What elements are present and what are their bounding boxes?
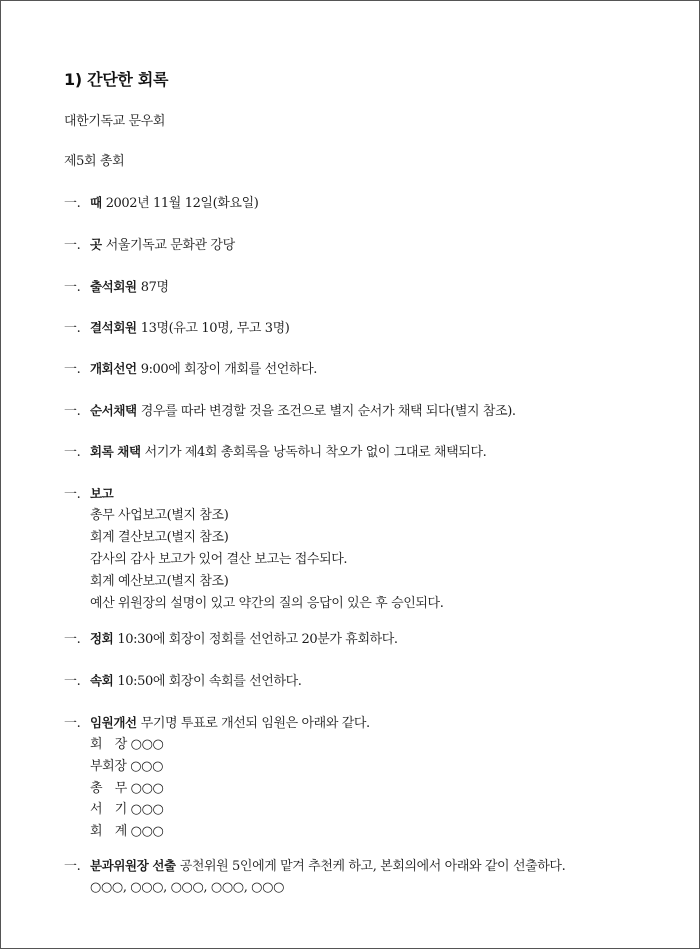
officer-line: 회 장 ○○○ xyxy=(90,737,164,752)
minutes-item-chair-selection xyxy=(64,860,565,873)
item-text: 87명 xyxy=(140,280,169,295)
minutes-item-opening xyxy=(64,363,317,376)
minutes-item-recess xyxy=(64,633,398,646)
item-text: 경우를 따라 변경할 것을 조건으로 별지 순서가 채택 되다(별지 참조). xyxy=(140,404,516,419)
item-bullet: 一. xyxy=(64,238,81,253)
item-heading: 임원개선 xyxy=(90,715,137,730)
item-heading: 분과위원장 선출 xyxy=(90,858,176,873)
item-text: 무기명 투표로 개선되 임원은 아래와 같다. xyxy=(140,716,370,731)
chairs-line: ○○○, ○○○, ○○○, ○○○, ○○○ xyxy=(90,880,285,895)
report-line: 회계 결산보고(별지 참조) xyxy=(90,530,229,545)
document-title: 1) 간단한 회록 xyxy=(64,70,169,89)
organization-name: 대한기독교 문우회 xyxy=(64,114,165,129)
item-heading: 곳 xyxy=(90,237,102,252)
item-bullet: 一. xyxy=(64,674,81,689)
item-heading: 회록 채택 xyxy=(90,444,141,459)
meeting-name: 제5회 총회 xyxy=(64,154,125,169)
item-heading: 속회 xyxy=(90,673,114,688)
item-text: 공천위원 5인에게 맡겨 추천케 하고, 본회의에서 아래와 같이 선출하다. xyxy=(179,859,566,874)
item-heading: 정회 xyxy=(90,631,114,646)
officer-line: 부회장 ○○○ xyxy=(90,759,164,774)
item-bullet: 一. xyxy=(64,404,81,419)
item-bullet: 一. xyxy=(64,716,81,731)
report-line: 회계 예산보고(별지 참조) xyxy=(90,574,229,589)
minutes-item-agenda xyxy=(64,405,516,418)
minutes-item-absence xyxy=(64,322,289,335)
item-heading: 순서채택 xyxy=(90,403,137,418)
minutes-item-attendance xyxy=(64,281,169,294)
minutes-item-place xyxy=(64,239,235,252)
item-text: 서울기독교 문화관 강당 xyxy=(105,238,235,253)
report-line: 감사의 감사 보고가 있어 결산 보고는 접수되다. xyxy=(90,552,348,567)
item-bullet: 一. xyxy=(64,445,81,460)
item-heading: 출석회원 xyxy=(90,279,137,294)
item-bullet: 一. xyxy=(64,859,81,874)
report-line: 총무 사업보고(별지 참조) xyxy=(90,508,229,523)
item-text: 10:50에 회장이 속회를 선언하다. xyxy=(117,674,302,689)
item-text: 10:30에 회장이 정회를 선언하고 20분가 휴회하다. xyxy=(117,632,398,647)
minutes-item-resume xyxy=(64,675,302,688)
item-text: 9:00에 회장이 개회를 선언하다. xyxy=(140,362,317,377)
item-text: 13명(유고 10명, 무고 3명) xyxy=(140,321,290,336)
item-bullet: 一. xyxy=(64,196,81,211)
item-bullet: 一. xyxy=(64,632,81,647)
item-text: 2002년 11월 12일(화요일) xyxy=(105,196,259,211)
item-text: 서기가 제4회 총회록을 낭독하니 착오가 없이 그대로 채택되다. xyxy=(144,445,487,460)
item-heading: 개회선언 xyxy=(90,361,137,376)
report-line: 예산 위원장의 설명이 있고 약간의 질의 응답이 있은 후 승인되다. xyxy=(90,596,444,611)
minutes-item-election xyxy=(64,717,370,730)
minutes-item-time xyxy=(64,197,258,210)
officer-line: 회 계 ○○○ xyxy=(90,824,164,839)
officer-line: 서 기 ○○○ xyxy=(90,802,164,817)
item-heading: 결석회원 xyxy=(90,320,137,335)
item-heading: 때 xyxy=(90,195,102,210)
item-bullet: 一. xyxy=(64,487,81,502)
officer-line: 총 무 ○○○ xyxy=(90,781,164,796)
item-bullet: 一. xyxy=(64,362,81,377)
minutes-item-minutes-adoption xyxy=(64,446,486,459)
item-bullet: 一. xyxy=(64,280,81,295)
minutes-item-report xyxy=(64,488,117,501)
item-bullet: 一. xyxy=(64,321,81,336)
item-heading: 보고 xyxy=(90,486,114,501)
